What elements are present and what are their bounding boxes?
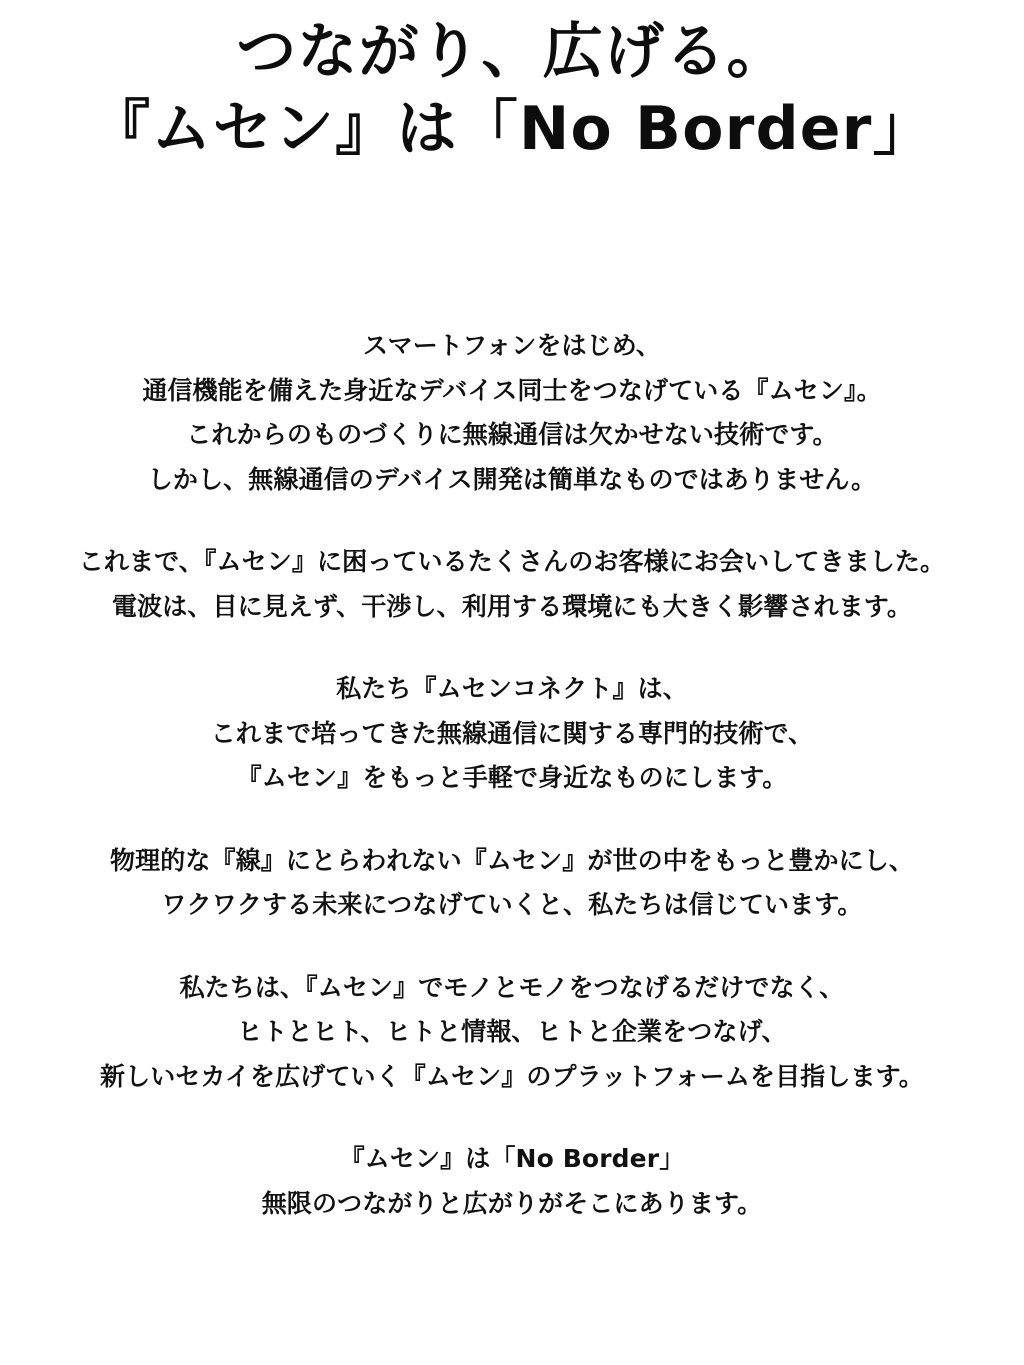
paragraph-line: 物理的な『線』にとらわれない『ムセン』が世の中をもっと豊かにし、 [109,845,914,875]
page-title [0,17,1024,165]
paragraph [0,667,1024,801]
paragraph-line: これからのものづくりに無線通信は欠かせない技術です。 [186,420,838,450]
paragraph-line: 無限のつながりと広がりがそこにあります。 [261,1188,763,1218]
body-copy [0,324,1024,1226]
paragraph [0,839,1024,928]
paragraph-line: 通信機能を備えた身近なデバイス同士をつなげている『ムセン』。 [142,375,882,405]
page-title-line-2: 『ムセン』は「No Border」 [90,94,934,165]
paragraph-line: 私たちは、『ムセン』でモノとモノをつなげるだけでなく、 [179,972,845,1002]
paragraph-line: 『ムセン』は「No Border」 [339,1144,685,1174]
paragraph [0,540,1024,629]
paragraph [0,1137,1024,1226]
paragraph-line: これまで培ってきた無線通信に関する専門的技術で、 [210,718,814,748]
paragraph [0,324,1024,502]
paragraph-line: 『ムセン』をもっと手軽で身近なものにします。 [236,763,788,793]
paragraph-line: しかし、無線通信のデバイス開発は簡単なものではありません。 [147,464,877,494]
paragraph-line: スマートフォンをはじめ、 [362,331,661,361]
paragraph-line: 電波は、目に見えず、干渉し、利用する環境にも大きく影響されます。 [111,591,912,621]
paragraph-line: 新しいセカイを広げていく『ムセン』のプラットフォームを目指します。 [100,1061,924,1091]
paragraph-line: ワクワクする未来につなげていくと、私たちは信じています。 [161,890,863,920]
paragraph-line: 私たち『ムセンコネクト』は、 [336,674,688,704]
paragraph-line: これまで、『ムセン』に困っているたくさんのお客様にお会いしてきました。 [78,547,946,577]
paragraph-line: ヒトとヒト、ヒトと情報、ヒトと企業をつなげ、 [237,1017,787,1047]
page-title-line-1: つながり、広げる。 [236,17,788,88]
paragraph [0,966,1024,1100]
